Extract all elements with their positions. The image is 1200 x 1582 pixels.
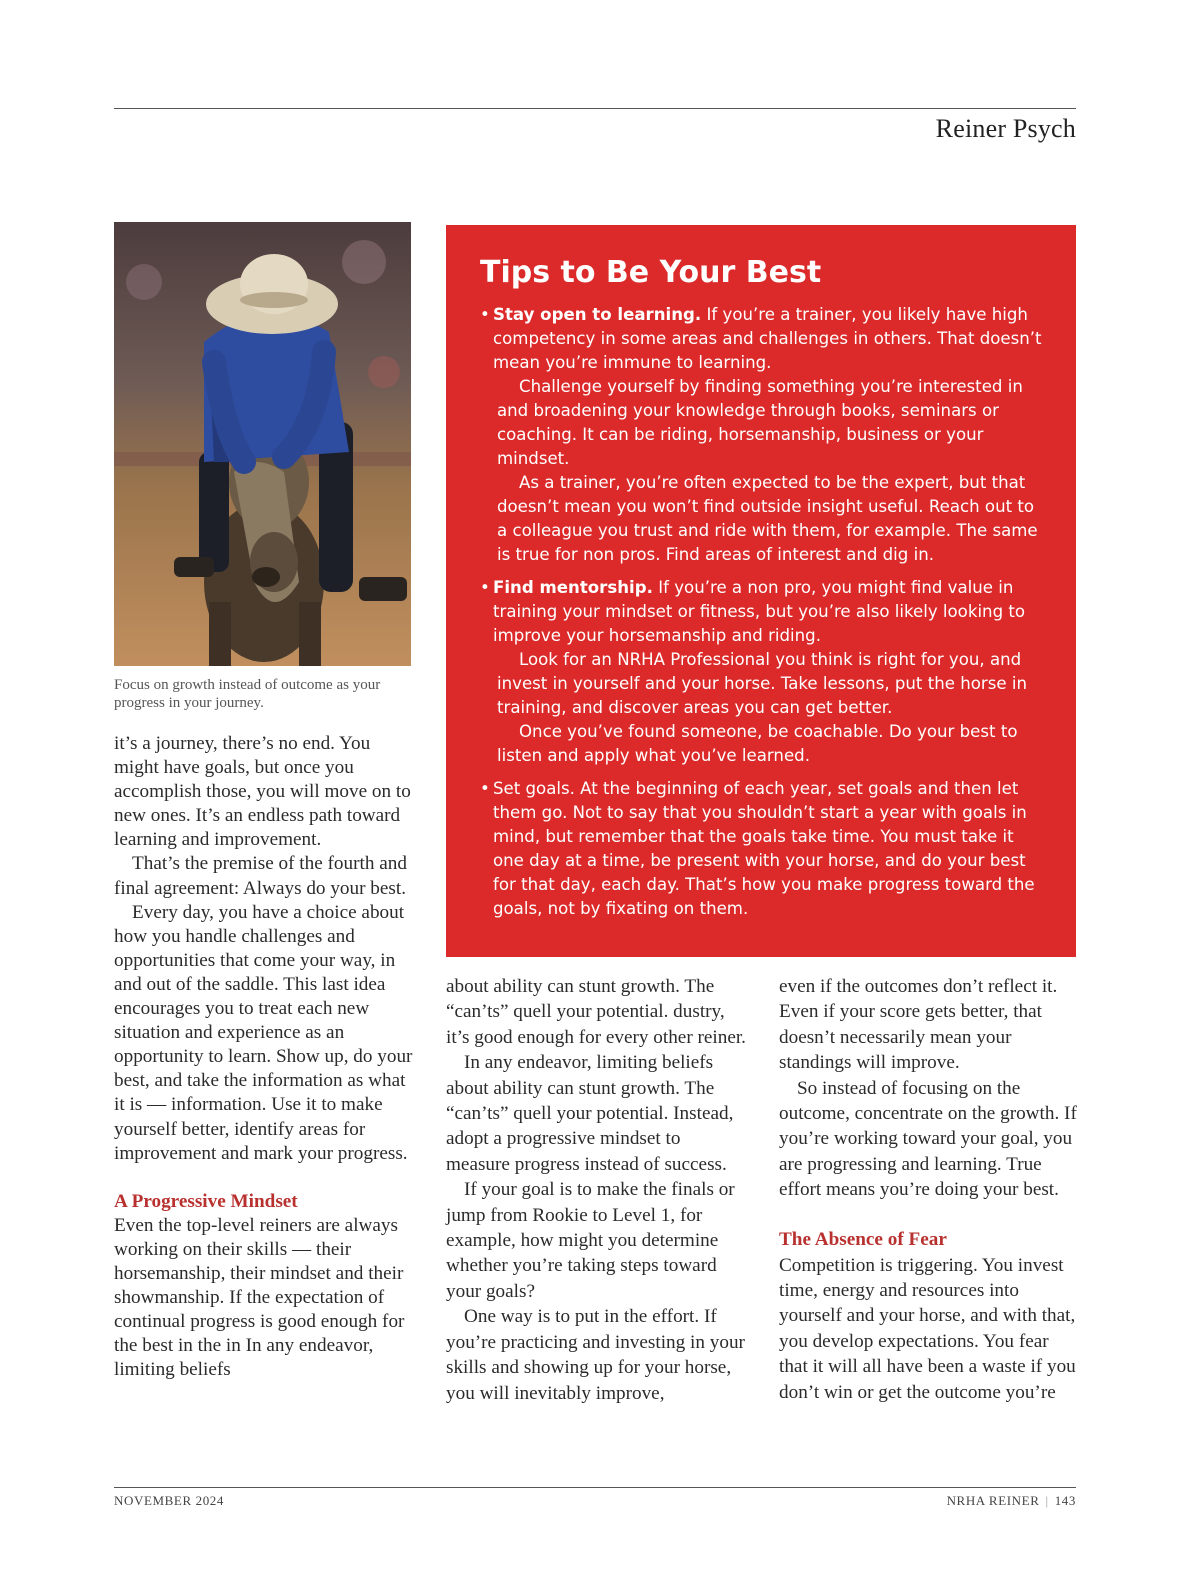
left-paragraph-2: That’s the premise of the fourth and final agreement: Always do your best.	[114, 853, 407, 899]
tip-item	[480, 303, 1042, 567]
right-paragraph-1: even if the outcomes don’t reflect it. Even if your score gets better, that doesn’t necessarily mean your standings will improve.	[779, 976, 1058, 1074]
tips-title: Tips to Be Your Best	[480, 255, 822, 290]
footer-separator: |	[1045, 1493, 1049, 1508]
tip-item	[480, 576, 1042, 768]
tip-2-paragraph-2: Look for an NRHA Professional you think is right for you, and invest in yourself and your horse. Take lessons, put the horse in training, and discover areas you can get better.	[497, 650, 1027, 717]
tip-2-paragraph-3: Once you’ve found someone, be coachable. Do your best to listen and apply what you’ve learned.	[497, 722, 1018, 765]
heading-absence-of-fear: The Absence of Fear	[779, 1228, 947, 1250]
section-title: Reiner Psych	[935, 114, 1076, 143]
middle-paragraph-4: One way is to put in the effort. If you’re practicing and investing in your skills and showing up for your horse, you will inevitably improve,	[446, 1306, 745, 1404]
middle-paragraph-2: In any endeavor, limiting beliefs about ability can stunt growth. The “can’ts” quell your potential. Instead, adopt a progressive mindset to measure progress instead of success.	[446, 1052, 734, 1175]
middle-paragraph-3: If your goal is to make the finals or jump from Rookie to Level 1, for example, how might you determine whether you’re taking steps toward your goals?	[446, 1179, 735, 1302]
left-paragraph-1: it’s a journey, there’s no end. You might have goals, but once you accomplish those, you will move on to new ones. It’s an endless path toward learning and improvement.	[114, 733, 411, 851]
tip-2-intro	[493, 576, 1042, 648]
publication-name: NRHA REINER	[946, 1493, 1040, 1508]
left-paragraph-3: Every day, you have a choice about how you handle challenges and opportunities that come your way, in and out of the saddle. This last idea encourages you to treat each new situation and experience as an opportunity to learn. Show up, do your best, and take the information as what it is — information. Use it to make yourself better, identify areas for improvement and mark your progress.	[114, 901, 413, 1164]
bullet-icon: •	[480, 578, 490, 597]
heading-progressive-mindset: A Progressive Mindset	[114, 1190, 298, 1212]
tips-sidebar	[446, 225, 1076, 957]
bottom-rule	[114, 1487, 1076, 1488]
bullet-icon: •	[480, 305, 490, 324]
tip-1-lead: Stay open to learning.	[493, 305, 702, 324]
right-paragraph-2: So instead of focusing on the outcome, concentrate on the growth. If you’re working toward your goal, you are progressing and learning. True effort means you’re doing your best.	[779, 1077, 1077, 1201]
tip-2-text: If you’re a non pro, you might find value in training your mindset or fitness, but you’re also likely looking to improve your horsemanship and riding.	[493, 578, 1026, 645]
middle-column	[446, 974, 746, 1406]
footer-issue-date: NOVEMBER 2024	[114, 1493, 224, 1508]
right-column	[779, 974, 1079, 1405]
tip-3-text: Set goals. At the beginning of each year, set goals and then let them go. Not to say that you shouldn’t start a year with goals in mind, but remember that the goals take time. You must take it one day at a time, be present with your horse, and do your best for that day, each day. That’s how you make progress toward the goals, not by fixating on them.	[493, 779, 1035, 918]
tip-item	[480, 777, 1042, 921]
tip-2-lead: Find mentorship.	[493, 578, 653, 597]
bullet-icon: •	[480, 779, 490, 798]
left-paragraph-4: Even the top-level reiners are always working on their skills — their horsemanship, their mindset and their showmanship. If the expectation of continual progress is good enough for the best in the in In any endeavor, limiting beliefs	[114, 1214, 405, 1381]
tip-1-text: If you’re a trainer, you likely have high competency in some areas and challenges in others. That doesn’t mean you’re immune to learning.	[493, 305, 1042, 372]
rider-horse-illustration	[114, 222, 411, 666]
right-paragraph-3: Competition is triggering. You invest time, energy and resources into yourself and your horse, and with that, you develop expectations. You fear that it will all have been a waste if you don’t win or get the outcome you’re	[779, 1254, 1076, 1403]
rider-photo	[114, 222, 411, 666]
photo-caption: Focus on growth instead of outcome as your progress in your journey.	[114, 677, 381, 711]
footer-publication	[947, 1493, 1076, 1509]
middle-paragraph-1: about ability can stunt growth. The “can’ts” quell your potential. dustry, it’s good enough for every other reiner.	[446, 976, 746, 1048]
left-column	[114, 732, 414, 1382]
top-rule	[114, 108, 1076, 109]
tip-1-intro	[493, 303, 1042, 375]
tip-1-paragraph-2: Challenge yourself by finding something you’re interested in and broadening your knowledge through books, seminars or coaching. It can be riding, horsemanship, business or your mindset.	[497, 377, 1023, 468]
tip-1-paragraph-3: As a trainer, you’re often expected to be the expert, but that doesn’t mean you won’t find outside insight useful. Reach out to a colleague you trust and ride with them, for example. The same is true for non pros. Find areas of interest and dig in.	[497, 473, 1038, 564]
page-number: 143	[1054, 1493, 1076, 1508]
